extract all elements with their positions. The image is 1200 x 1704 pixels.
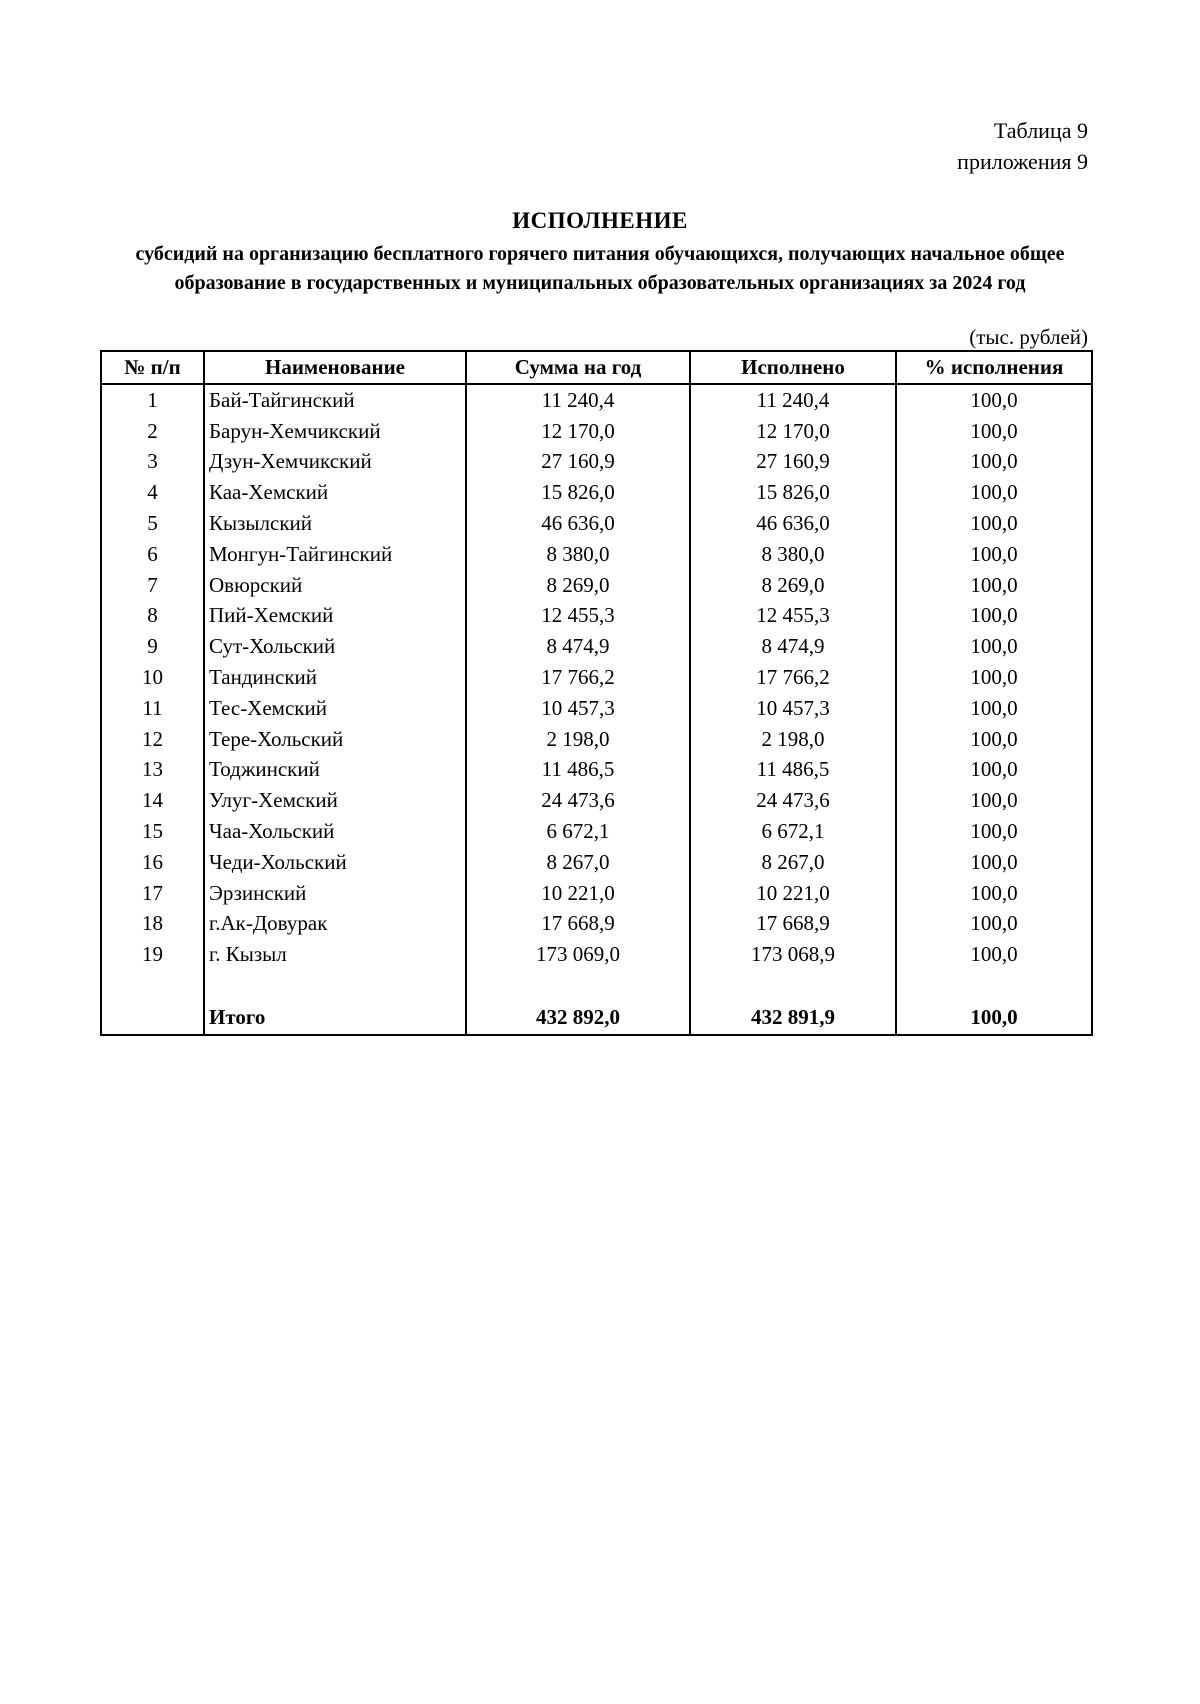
table-row <box>101 816 1092 847</box>
row-number: 6 <box>101 539 204 570</box>
row-percent: 100,0 <box>896 662 1092 693</box>
total-plan: 432 892,0 <box>466 1000 690 1035</box>
table-row <box>101 631 1092 662</box>
row-percent: 100,0 <box>896 724 1092 755</box>
row-done: 10 457,3 <box>690 693 896 724</box>
row-done: 8 474,9 <box>690 631 896 662</box>
document-title: ИСПОЛНЕНИЕ <box>512 208 688 233</box>
row-percent: 100,0 <box>896 416 1092 447</box>
row-percent: 100,0 <box>896 909 1092 940</box>
row-name: г.Ак-Довурак <box>204 909 466 940</box>
row-name: Кызылский <box>204 508 466 539</box>
row-plan: 6 672,1 <box>466 816 690 847</box>
row-percent: 100,0 <box>896 755 1092 786</box>
table-row <box>101 416 1092 447</box>
appendix-reference: приложения 9 <box>957 149 1088 174</box>
row-name: Пий-Хемский <box>204 601 466 632</box>
row-percent: 100,0 <box>896 570 1092 601</box>
row-percent: 100,0 <box>896 847 1092 878</box>
row-name: Тес-Хемский <box>204 693 466 724</box>
row-number: 13 <box>101 755 204 786</box>
spacer-row <box>101 970 1092 1000</box>
row-percent: 100,0 <box>896 508 1092 539</box>
row-plan: 12 455,3 <box>466 601 690 632</box>
row-number: 14 <box>101 785 204 816</box>
row-plan: 11 486,5 <box>466 755 690 786</box>
row-number: 12 <box>101 724 204 755</box>
table-row <box>101 693 1092 724</box>
total-row <box>101 1000 1092 1035</box>
row-done: 6 672,1 <box>690 816 896 847</box>
spacer-cell <box>690 970 896 1000</box>
row-plan: 8 380,0 <box>466 539 690 570</box>
table-row <box>101 755 1092 786</box>
total-label: Итого <box>204 1000 466 1035</box>
row-name: Барун-Хемчикский <box>204 416 466 447</box>
row-percent: 100,0 <box>896 477 1092 508</box>
row-done: 173 068,9 <box>690 939 896 970</box>
row-done: 8 380,0 <box>690 539 896 570</box>
row-number: 11 <box>101 693 204 724</box>
row-number: 2 <box>101 416 204 447</box>
row-percent: 100,0 <box>896 693 1092 724</box>
table-row <box>101 477 1092 508</box>
row-plan: 173 069,0 <box>466 939 690 970</box>
row-number: 18 <box>101 909 204 940</box>
total-number <box>101 1000 204 1035</box>
row-name: Сут-Хольский <box>204 631 466 662</box>
row-percent: 100,0 <box>896 939 1092 970</box>
table-row <box>101 724 1092 755</box>
table-row <box>101 508 1092 539</box>
row-number: 7 <box>101 570 204 601</box>
row-plan: 8 267,0 <box>466 847 690 878</box>
units-note: (тыс. рублей) <box>969 325 1088 349</box>
column-header-done: Исполнено <box>690 351 896 384</box>
row-percent: 100,0 <box>896 816 1092 847</box>
row-name: Тандинский <box>204 662 466 693</box>
table-reference: Таблица 9 <box>993 118 1088 143</box>
row-plan: 15 826,0 <box>466 477 690 508</box>
row-done: 17 766,2 <box>690 662 896 693</box>
document-subtitle: субсидий на организацию бесплатного горячего питания обучающихся, получающих начальное общее образование в государственных и муниципальных образовательных организациях за 2024 год <box>135 243 1065 294</box>
row-done: 12 455,3 <box>690 601 896 632</box>
row-done: 8 267,0 <box>690 847 896 878</box>
row-number: 10 <box>101 662 204 693</box>
row-plan: 17 668,9 <box>466 909 690 940</box>
row-plan: 11 240,4 <box>466 384 690 416</box>
row-percent: 100,0 <box>896 878 1092 909</box>
table-row <box>101 662 1092 693</box>
row-done: 8 269,0 <box>690 570 896 601</box>
row-done: 10 221,0 <box>690 878 896 909</box>
row-name: Тере-Хольский <box>204 724 466 755</box>
row-name: Чаа-Хольский <box>204 816 466 847</box>
column-header-number: № п/п <box>101 351 204 384</box>
row-name: г. Кызыл <box>204 939 466 970</box>
row-plan: 12 170,0 <box>466 416 690 447</box>
row-number: 4 <box>101 477 204 508</box>
row-plan: 8 269,0 <box>466 570 690 601</box>
spacer-cell <box>466 970 690 1000</box>
row-percent: 100,0 <box>896 539 1092 570</box>
subsidy-execution-table <box>100 350 1093 1036</box>
row-number: 1 <box>101 384 204 416</box>
row-name: Овюрский <box>204 570 466 601</box>
spacer-cell <box>101 970 204 1000</box>
row-plan: 24 473,6 <box>466 785 690 816</box>
spacer-cell <box>204 970 466 1000</box>
row-name: Монгун-Тайгинский <box>204 539 466 570</box>
table-row <box>101 384 1092 416</box>
row-number: 17 <box>101 878 204 909</box>
column-header-percent: % исполнения <box>896 351 1092 384</box>
row-percent: 100,0 <box>896 601 1092 632</box>
row-number: 8 <box>101 601 204 632</box>
table-row <box>101 601 1092 632</box>
table-row <box>101 909 1092 940</box>
row-plan: 10 457,3 <box>466 693 690 724</box>
column-header-name: Наименование <box>204 351 466 384</box>
row-number: 16 <box>101 847 204 878</box>
row-percent: 100,0 <box>896 384 1092 416</box>
table-row <box>101 785 1092 816</box>
row-number: 3 <box>101 447 204 478</box>
table-header-row <box>101 351 1092 384</box>
row-plan: 2 198,0 <box>466 724 690 755</box>
table-row <box>101 570 1092 601</box>
table-row <box>101 939 1092 970</box>
row-done: 11 240,4 <box>690 384 896 416</box>
row-name: Тоджинский <box>204 755 466 786</box>
row-done: 12 170,0 <box>690 416 896 447</box>
row-done: 24 473,6 <box>690 785 896 816</box>
row-done: 46 636,0 <box>690 508 896 539</box>
row-done: 11 486,5 <box>690 755 896 786</box>
row-done: 17 668,9 <box>690 909 896 940</box>
table-row <box>101 847 1092 878</box>
table-row <box>101 878 1092 909</box>
table-row <box>101 447 1092 478</box>
total-done: 432 891,9 <box>690 1000 896 1035</box>
row-number: 19 <box>101 939 204 970</box>
row-number: 15 <box>101 816 204 847</box>
row-name: Эрзинский <box>204 878 466 909</box>
row-plan: 8 474,9 <box>466 631 690 662</box>
row-name: Дзун-Хемчикский <box>204 447 466 478</box>
row-plan: 17 766,2 <box>466 662 690 693</box>
row-plan: 10 221,0 <box>466 878 690 909</box>
row-done: 15 826,0 <box>690 477 896 508</box>
row-name: Бай-Тайгинский <box>204 384 466 416</box>
spacer-cell <box>896 970 1092 1000</box>
total-percent: 100,0 <box>896 1000 1092 1035</box>
column-header-plan: Сумма на год <box>466 351 690 384</box>
row-percent: 100,0 <box>896 785 1092 816</box>
row-done: 2 198,0 <box>690 724 896 755</box>
row-name: Чеди-Хольский <box>204 847 466 878</box>
row-done: 27 160,9 <box>690 447 896 478</box>
row-name: Каа-Хемский <box>204 477 466 508</box>
row-percent: 100,0 <box>896 631 1092 662</box>
row-number: 5 <box>101 508 204 539</box>
row-plan: 46 636,0 <box>466 508 690 539</box>
row-percent: 100,0 <box>896 447 1092 478</box>
table-body <box>101 384 1092 1035</box>
row-number: 9 <box>101 631 204 662</box>
row-name: Улуг-Хемский <box>204 785 466 816</box>
row-plan: 27 160,9 <box>466 447 690 478</box>
table-row <box>101 539 1092 570</box>
